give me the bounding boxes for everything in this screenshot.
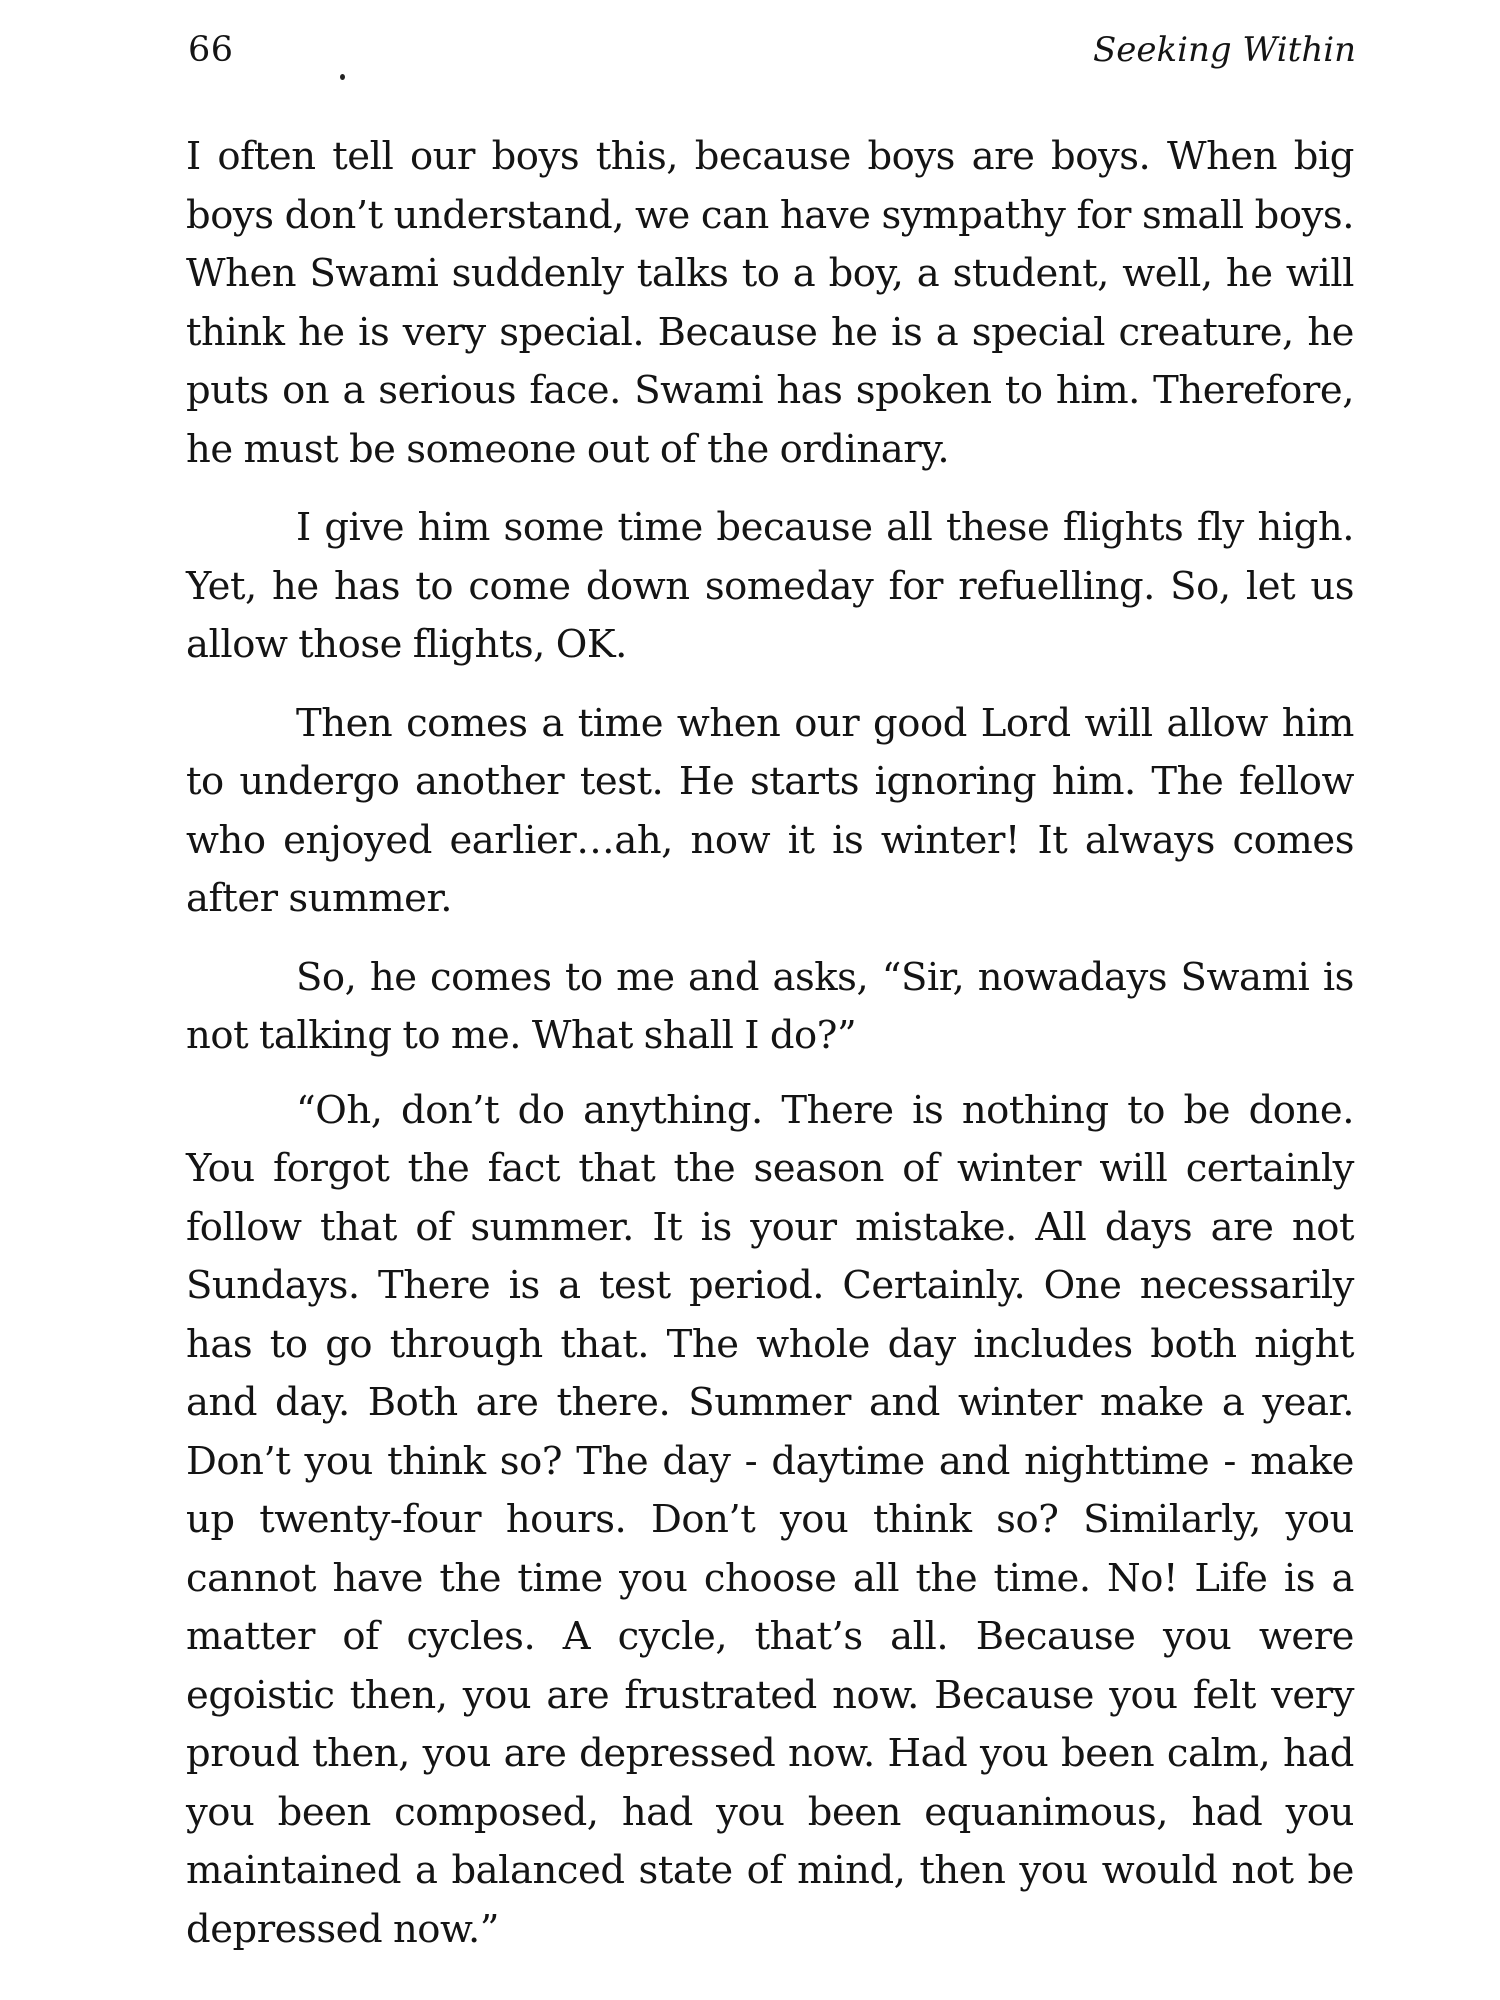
page-number: 66	[188, 30, 234, 70]
paragraph-3: Then comes a time when our good Lord will allow him to undergo another test. He starts ignoring him. The fellow who enjoyed earlier…ah, now it is winter! It always comes after summer.	[186, 700, 1354, 921]
paragraph-1: I often tell our boys this, because boys are boys. When big boys don’t understand, we can have sympathy for small boys. When Swami suddenly talks to a boy, a student, well, he will think he is very special. Because he is a special creature, he puts on a serious face. Swami has spoken to him. Therefore, he must be someone out of the ordinary.	[186, 134, 1354, 472]
print-speck	[340, 74, 345, 80]
paragraph-2: I give him some time because all these flights fly high. Yet, he has to come down someday for refuelling. So, let us allow those flights, OK.	[186, 505, 1354, 667]
paragraph-4: So, he comes to me and asks, “Sir, nowadays Swami is not talking to me. What shall I do?”	[186, 954, 1354, 1058]
running-head	[188, 30, 1356, 90]
paragraph-5: “Oh, don’t do anything. There is nothing to be done. You forgot the fact that the season of winter will certainly follow that of summer. It is your mistake. All days are not Sundays. There is a test period. Certainly. One necessarily has to go through that. The whole day includes both night and day. Both are there. Summer and winter make a year. Don’t you think so? The day - daytime and nighttime - make up twenty-four hours. Don’t you think so? Similarly, you cannot have the time you choose all the time. No! Life is a matter of cycles. A cycle, that’s all. Because you were egoistic then, you are frustrated now. Because you felt very proud then, you are depressed now. Had you been calm, had you been composed, had you been equanimous, had you maintained a balanced state of mind, then you would not be depressed now.”	[186, 1087, 1354, 1952]
body-text	[186, 128, 1354, 1979]
book-title: Seeking Within	[1092, 30, 1356, 70]
